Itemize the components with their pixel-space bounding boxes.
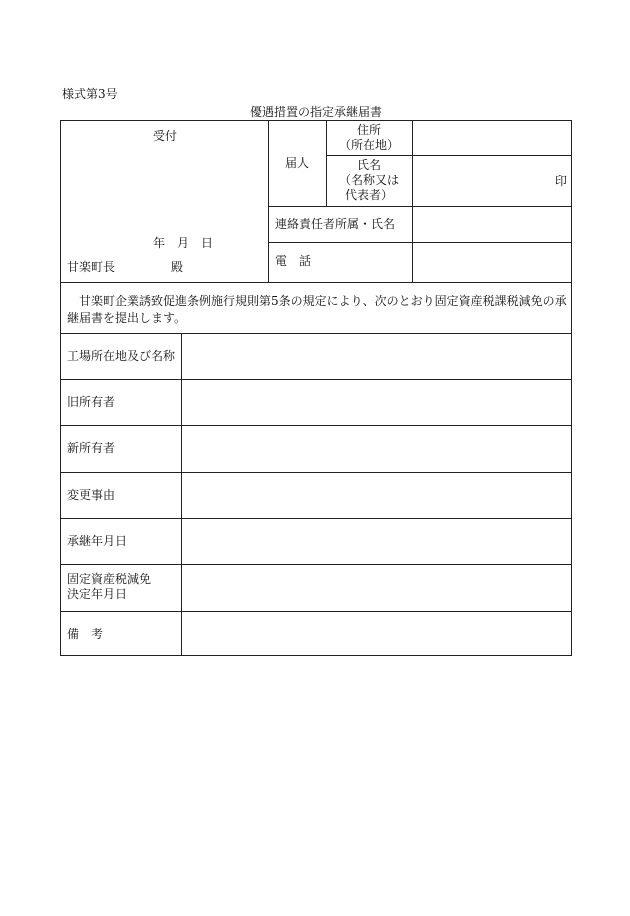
honorific: 殿 (171, 260, 184, 274)
row-label-tax-exemption-date (67, 572, 151, 602)
row-label-previous-owner: 旧所有者 (67, 395, 116, 409)
name-field[interactable] (413, 156, 571, 205)
divider (61, 518, 572, 519)
address-field[interactable] (413, 122, 571, 154)
row-label-change-reason: 変更事由 (67, 488, 116, 502)
name-label-line3: 代表者） (344, 188, 393, 202)
row-value-change-reason[interactable] (183, 474, 571, 517)
row-label-new-owner: 新所有者 (67, 441, 116, 455)
contact-field[interactable] (413, 207, 571, 241)
address-label (326, 123, 412, 153)
row-label-factory: 工場所在地及び名称 (67, 349, 176, 363)
divider (61, 333, 572, 334)
row-value-succession-date[interactable] (183, 520, 571, 563)
divider (61, 611, 572, 612)
divider (61, 472, 572, 473)
row-value-factory[interactable] (183, 335, 571, 378)
divider (268, 121, 269, 282)
reception-label: 受付 (153, 129, 178, 143)
seal-mark: 印 (555, 174, 568, 188)
notifier-label: 届人 (285, 156, 310, 170)
row-label-succession-date: 承継年月日 (67, 534, 128, 548)
name-label-line1: 氏名 (356, 158, 381, 172)
phone-label: 電 話 (275, 254, 312, 268)
row-label-tax-exemption-line2: 決定年月日 (67, 587, 128, 601)
row-value-remarks[interactable] (183, 613, 571, 655)
address-label-line1: 住所 (356, 123, 381, 137)
contact-label: 連絡責任者所属・氏名 (275, 217, 396, 231)
divider (61, 282, 572, 283)
row-value-tax-exemption-date[interactable] (183, 566, 571, 610)
addressee: 甘楽町長 (67, 260, 116, 274)
row-label-remarks: 備 考 (67, 627, 104, 641)
row-label-tax-exemption-line1: 固定資産税減免 (67, 572, 152, 586)
divider (61, 564, 572, 565)
declaration-text: 甘楽町企業誘致促進条例施行規則第5条の規定により、次のとおり固定資産税課税減免の承継届書を提出します。 (67, 294, 567, 325)
name-label-line2: （名称又は (338, 173, 399, 187)
divider (181, 333, 182, 656)
form-table (60, 120, 572, 656)
form-number: 様式第3号 (62, 87, 118, 101)
date-label: 年 月 日 (153, 236, 214, 250)
address-label-line2: （所在地） (338, 138, 399, 152)
name-label (326, 158, 412, 203)
row-value-new-owner[interactable] (183, 427, 571, 470)
document-title: 優遇措置の指定承継届書 (249, 105, 382, 119)
divider (61, 379, 572, 380)
phone-field[interactable] (413, 243, 571, 281)
divider (61, 425, 572, 426)
row-value-previous-owner[interactable] (183, 381, 571, 424)
